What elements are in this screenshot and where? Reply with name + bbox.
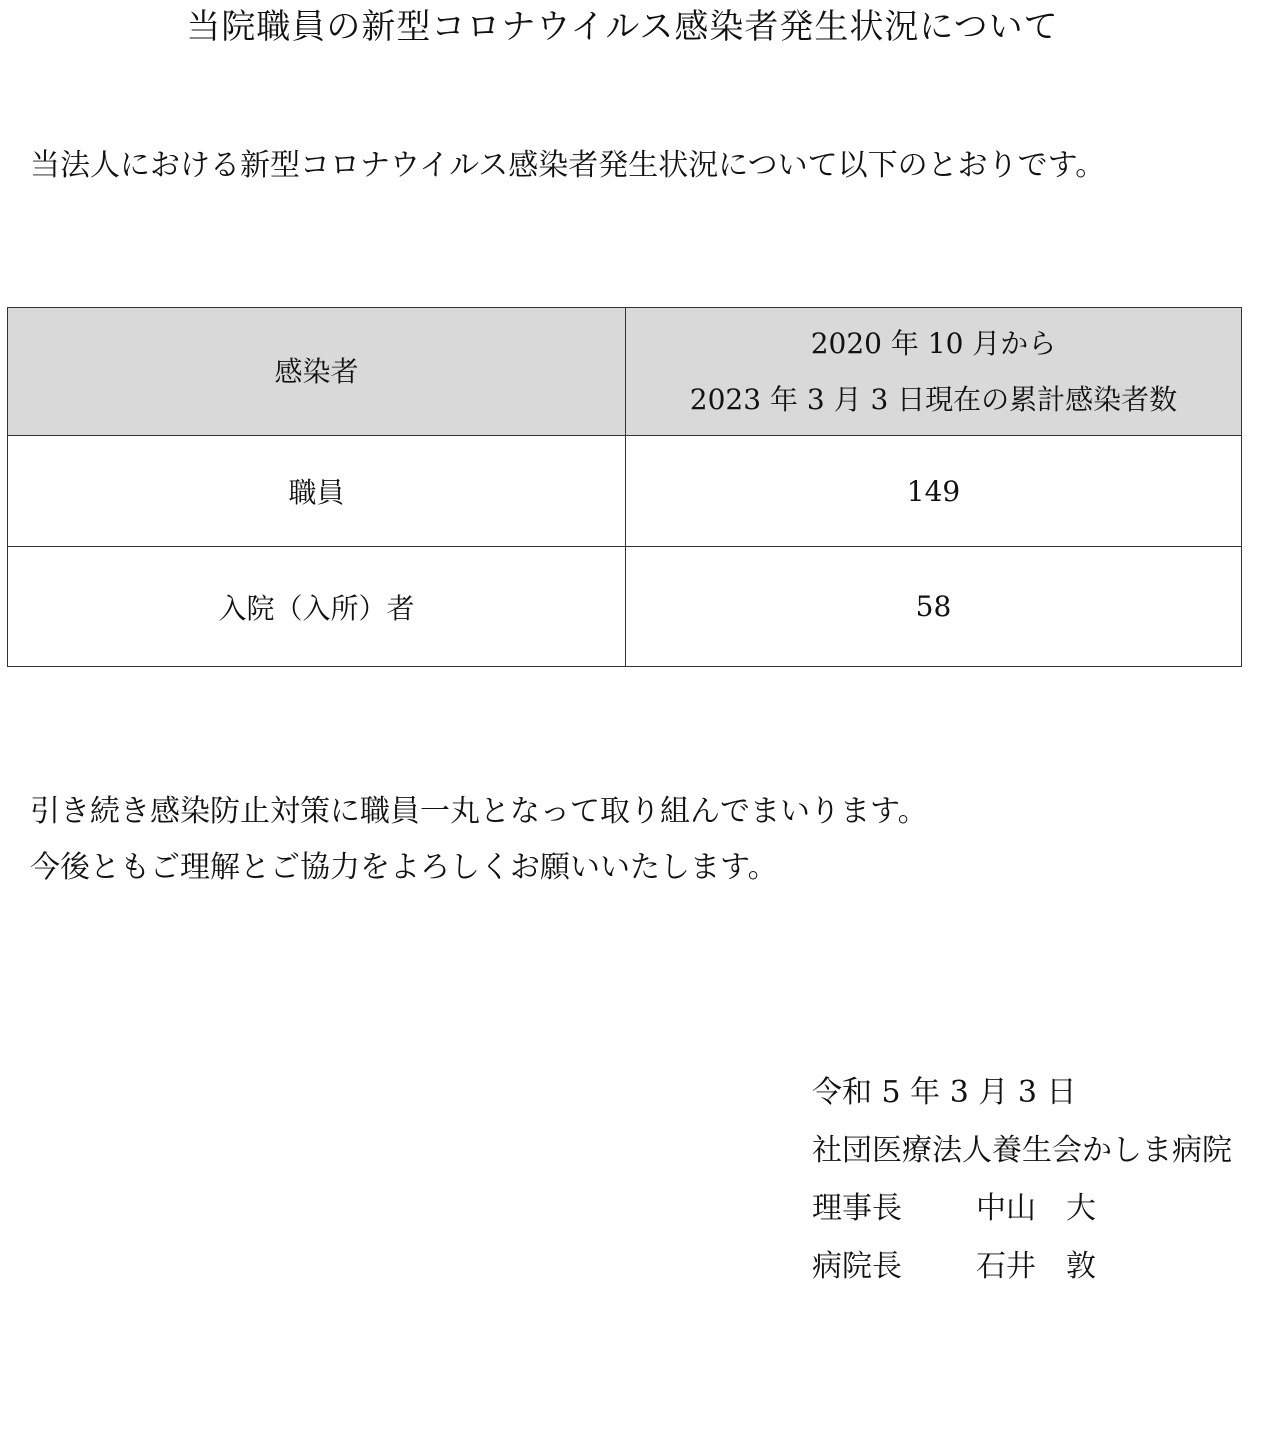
table-header-row <box>8 308 1242 436</box>
row-label-inpatients: 入院（入所）者 <box>8 547 626 667</box>
director-name: 石井 敦 <box>976 1249 1096 1284</box>
signature-block <box>812 1064 1232 1296</box>
header-category: 感染者 <box>8 308 626 436</box>
director-line <box>812 1238 1232 1296</box>
intro-text: 当法人における新型コロナウイルス感染者発生状況について以下のとおりです。 <box>30 148 1106 183</box>
row-value-staff: 149 <box>626 436 1242 547</box>
closing-line2: 今後ともご理解とご協力をよろしくお願いいたします。 <box>30 850 778 885</box>
header-count-line2: 2023 年 3 月 3 日現在の累計感染者数 <box>689 382 1178 416</box>
closing-remarks <box>30 784 928 896</box>
chairman-name: 中山 大 <box>976 1191 1096 1226</box>
chairman-role: 理事長 <box>812 1191 902 1226</box>
chairman-line <box>812 1180 1232 1238</box>
organization-name: 社団医療法人養生会かしま病院 <box>812 1133 1232 1168</box>
director-role: 病院長 <box>812 1249 902 1284</box>
header-cumulative-count <box>626 308 1242 436</box>
infection-stats-table <box>7 307 1242 667</box>
table-row <box>8 436 1242 547</box>
page-title: 当院職員の新型コロナウイルス感染者発生状況について <box>186 7 1059 47</box>
row-label-staff: 職員 <box>8 436 626 547</box>
header-count-line1: 2020 年 10 月から <box>810 326 1057 360</box>
table-header <box>8 308 1242 436</box>
row-value-inpatients: 58 <box>626 547 1242 667</box>
issue-date: 令和 5 年 3 月 3 日 <box>812 1075 1077 1110</box>
closing-line1: 引き続き感染防止対策に職員一丸となって取り組んでまいります。 <box>30 794 928 829</box>
table-row <box>8 547 1242 667</box>
